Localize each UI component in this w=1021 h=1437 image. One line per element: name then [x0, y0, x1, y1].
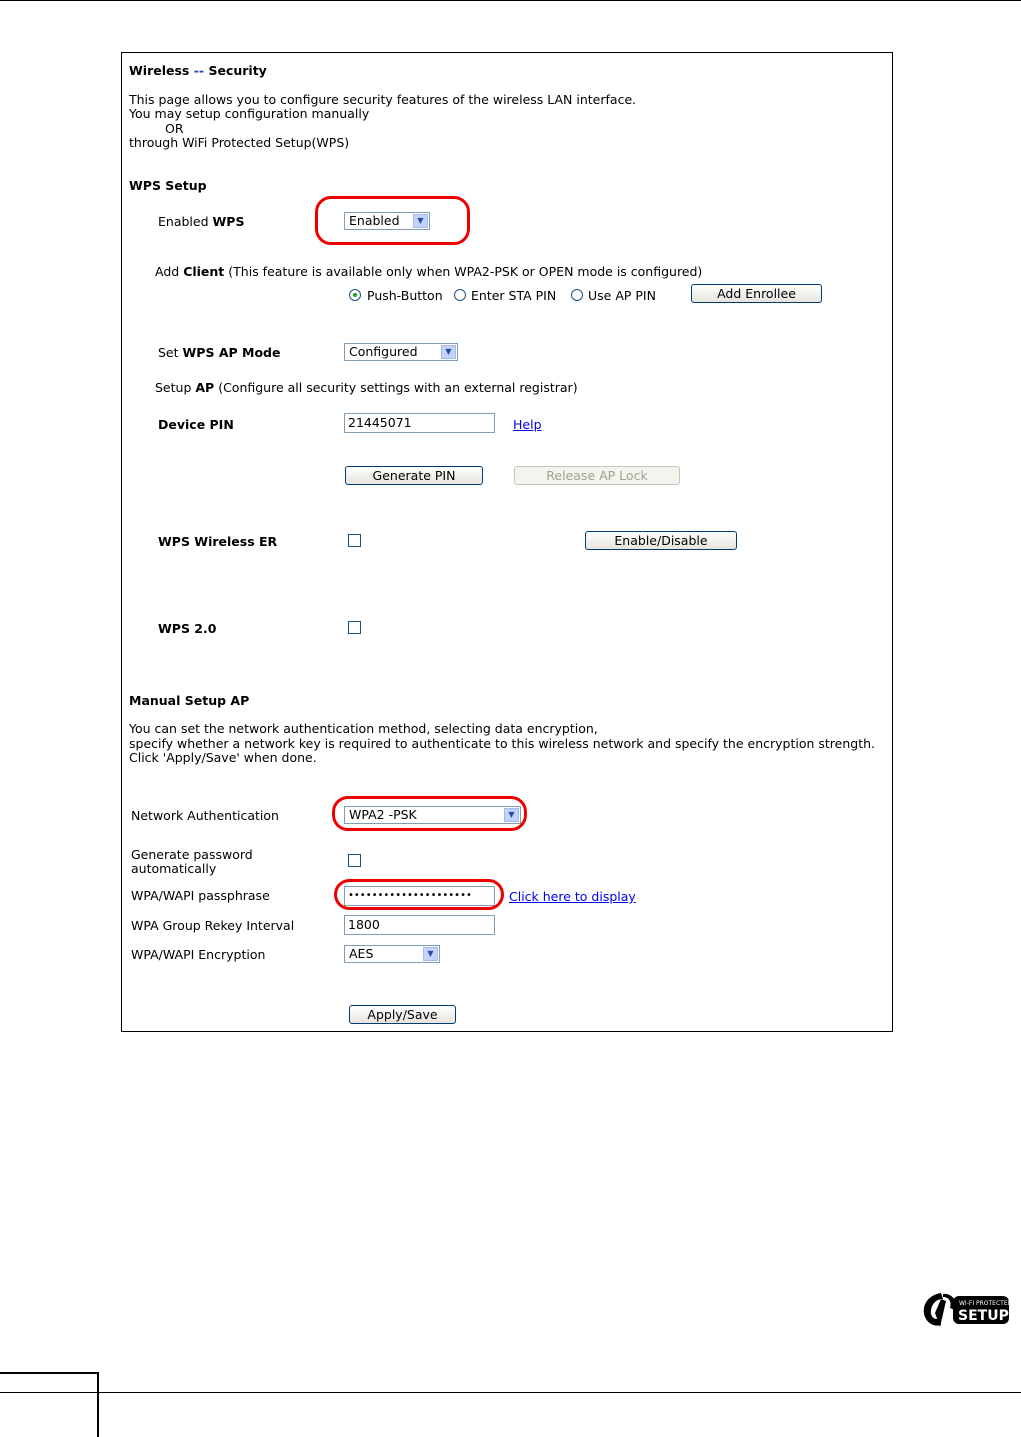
- passphrase-label: WPA/WAPI passphrase: [131, 888, 270, 903]
- enabled-wps-label: [158, 214, 244, 229]
- wps-er-label: WPS Wireless ER: [158, 534, 278, 549]
- manual-heading: Manual Setup AP: [129, 693, 250, 708]
- enabled-wps-value: Enabled: [349, 213, 400, 228]
- wps-ap-mode-text: Set: [158, 345, 179, 360]
- top-rule: [0, 0, 1021, 1]
- release-ap-lock-button[interactable]: Release AP Lock: [514, 466, 680, 485]
- logo-line2: SETUP: [958, 1308, 1009, 1324]
- network-auth-label: Network Authentication: [131, 808, 279, 823]
- rekey-field[interactable]: 1800: [344, 915, 495, 935]
- wps-ap-mode-label: [158, 345, 280, 360]
- add-client-bold: Client: [183, 264, 225, 279]
- device-pin-field[interactable]: 21445071: [344, 413, 495, 433]
- logo-line1: WI-FI PROTECTED: [959, 1300, 1009, 1307]
- radio-sta-pin[interactable]: [454, 289, 466, 301]
- enable-disable-button[interactable]: Enable/Disable: [585, 531, 737, 550]
- page-title: [129, 63, 267, 78]
- highlight-wps-enable: [315, 196, 470, 245]
- highlight-passphrase: [334, 879, 504, 910]
- title-part2: Security: [208, 63, 267, 78]
- wps-heading: WPS Setup: [129, 178, 207, 193]
- intro-line2: You may setup configuration manually: [129, 106, 370, 121]
- radio-push-label: Push-Button: [367, 288, 443, 303]
- apply-save-button[interactable]: Apply/Save: [349, 1005, 456, 1024]
- genpw-checkbox[interactable]: [348, 854, 361, 867]
- wps-ap-mode-select[interactable]: [344, 343, 458, 361]
- encryption-label: WPA/WAPI Encryption: [131, 947, 266, 962]
- add-client-label: [155, 264, 702, 279]
- passphrase-field[interactable]: •••••••••••••••••••••: [344, 886, 495, 906]
- wps-er-checkbox[interactable]: [348, 534, 361, 547]
- footer-rule: [0, 1392, 1021, 1393]
- title-part1: Wireless: [129, 63, 190, 78]
- wps2-checkbox[interactable]: [348, 621, 361, 634]
- chevron-down-icon: ▼: [423, 947, 438, 961]
- encryption-select[interactable]: [344, 945, 440, 963]
- radio-sta-label: Enter STA PIN: [471, 288, 557, 303]
- chevron-down-icon: ▼: [504, 808, 519, 822]
- manual-desc2: specify whether a network key is required to authenticate to this wireless network and specify the encryption strength.: [129, 736, 876, 751]
- genpw-label2: automatically: [131, 861, 217, 876]
- add-client-text: Add: [155, 264, 180, 279]
- manual-desc3: Click 'Apply/Save' when done.: [129, 750, 317, 765]
- add-client-note: (This feature is available only when WPA2-PSK or OPEN mode is configured): [228, 264, 703, 279]
- wifi-protected-setup-logo: [919, 1289, 1009, 1331]
- radio-push-button[interactable]: [349, 289, 361, 301]
- wps2-label: WPS 2.0: [158, 621, 217, 636]
- network-auth-value: WPA2 -PSK: [349, 807, 417, 822]
- setup-ap-text: Setup: [155, 380, 192, 395]
- setup-ap-label: [155, 380, 578, 395]
- help-link[interactable]: Help: [513, 417, 542, 432]
- wps-ap-mode-value: Configured: [349, 344, 418, 359]
- display-passphrase-link[interactable]: Click here to display: [509, 889, 636, 904]
- generate-pin-button[interactable]: Generate PIN: [345, 466, 483, 485]
- title-separator: --: [193, 63, 205, 78]
- add-enrollee-button[interactable]: Add Enrollee: [691, 284, 822, 303]
- intro-line4: through WiFi Protected Setup(WPS): [129, 135, 350, 150]
- intro-line3: OR: [165, 121, 184, 136]
- rekey-label: WPA Group Rekey Interval: [131, 918, 295, 933]
- enabled-wps-label-text: Enabled: [158, 214, 209, 229]
- setup-ap-bold: AP: [195, 380, 215, 395]
- setup-ap-note: (Configure all security settings with an external registrar): [218, 380, 578, 395]
- device-pin-label: Device PIN: [158, 417, 234, 432]
- enabled-wps-label-bold: WPS: [212, 214, 245, 229]
- manual-desc1: You can set the network authentication method, selecting data encryption,: [129, 721, 598, 736]
- genpw-label1: Generate password: [131, 847, 253, 862]
- radio-ap-label: Use AP PIN: [588, 288, 656, 303]
- wps-ap-mode-bold: WPS AP Mode: [182, 345, 281, 360]
- chevron-down-icon: ▼: [441, 345, 456, 359]
- chevron-down-icon: ▼: [413, 214, 428, 228]
- radio-ap-pin[interactable]: [571, 289, 583, 301]
- intro-line1: This page allows you to configure security features of the wireless LAN interface.: [129, 92, 637, 107]
- highlight-network-auth: [332, 796, 527, 831]
- page-number-box: [0, 1372, 99, 1437]
- encryption-value: AES: [349, 946, 374, 961]
